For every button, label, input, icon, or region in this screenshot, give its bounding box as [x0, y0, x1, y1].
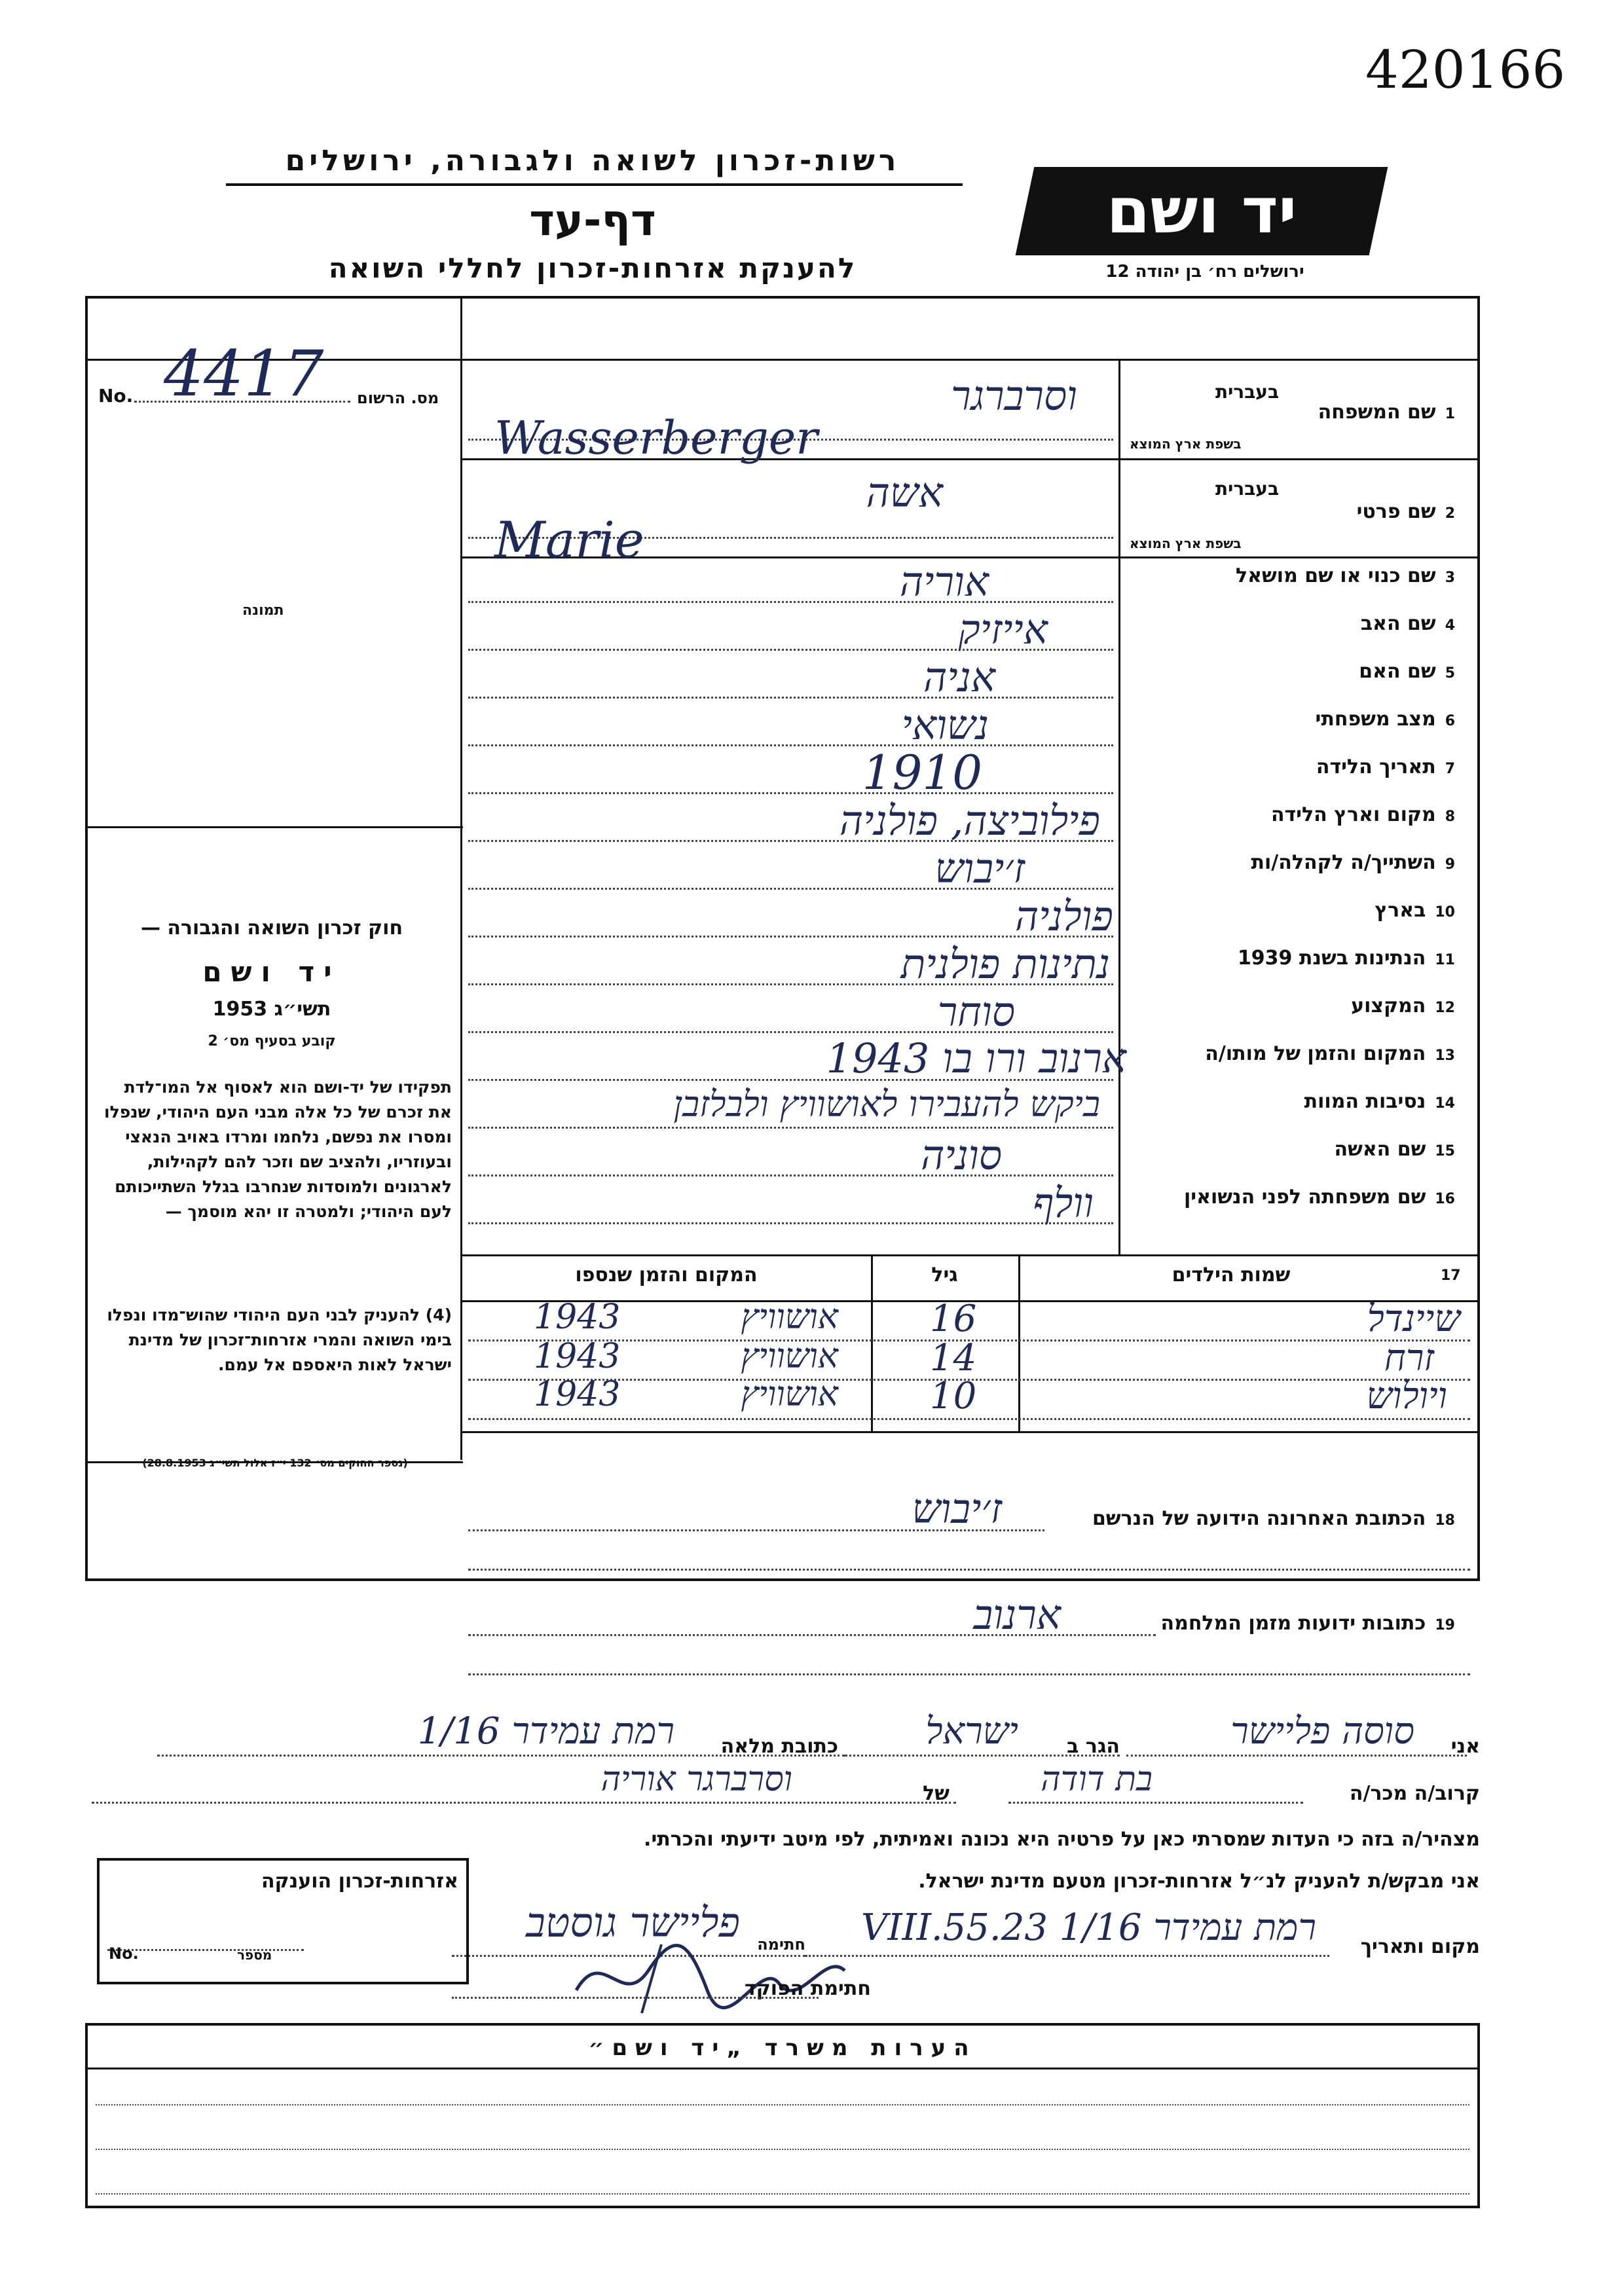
law-name: יד ושם	[202, 956, 341, 988]
field-15-value: סוניה	[921, 1131, 1002, 1179]
child-2-year: 1943	[534, 1337, 621, 1376]
field-3-label: 3שם כנוי או שם מושאל	[1236, 564, 1455, 587]
field-2-value-origin: Marie	[494, 511, 644, 569]
photo-label: תמונה	[242, 602, 284, 619]
children-header-age: גיל	[931, 1264, 958, 1286]
field-12-value: סוחר	[937, 988, 1015, 1036]
field-1-value-origin: Wasserberger	[494, 411, 818, 465]
decl-statement-2: אני מבקש/ת להעניק לנ״ל אזרחות-זכרון מטעם מדינת ישראל.	[918, 1870, 1480, 1893]
field-17-num: 17	[1441, 1267, 1461, 1284]
field-8-label: 8מקום וארץ הלידה	[1270, 803, 1455, 826]
child-3-name: ויולוש	[1366, 1375, 1447, 1417]
field-19-value: ארנוב	[973, 1591, 1061, 1639]
field-15-label: 15שם האשה	[1334, 1138, 1455, 1161]
law-title: חוק זכרון השואה והגבורה —	[140, 917, 403, 939]
children-header-place: המקום והזמן שנספו	[575, 1264, 758, 1286]
child-1-place: אושוויץ	[741, 1298, 838, 1337]
decl-name: סוסה פליישר	[1230, 1710, 1414, 1753]
law-item-4: (4) להעניק לבני העם היהודי שהוש־מדו ונפלו בימי השואה והמרי אזרחות־זכרון של מדינת ישראל לאות היאספם אל עמם.	[107, 1305, 452, 1374]
registration-he-label: מס. הרשום	[357, 389, 439, 407]
field-2-label: 2שם פרטי	[1356, 500, 1455, 523]
archive-number: 420166	[1365, 39, 1566, 100]
field-13-label: 13המקום והזמן של מותו/ה	[1205, 1042, 1455, 1065]
law-reference: (נספר החוקים מס׳ 132 י״ז אלול תשי״ג 28.8.1953)	[142, 1457, 408, 1469]
child-2-name: זרח	[1384, 1337, 1434, 1379]
field-14-value: ביקש להעבירו לאושוויץ ולבלזבן	[673, 1084, 1100, 1125]
decl-place-date-label: מקום ותאריך	[1360, 1935, 1480, 1958]
field-2-sub-hebrew: בעברית	[1215, 478, 1280, 500]
field-8-value: פילוביצה, פולניה	[839, 797, 1100, 845]
field-10-label: 10בארץ	[1375, 899, 1455, 922]
child-1-year: 1943	[534, 1298, 621, 1337]
field-7-value: 1910	[862, 745, 982, 800]
yad-vashem-logo	[1016, 167, 1388, 255]
decl-of-label: של	[923, 1782, 950, 1805]
registration-en-label: No.	[98, 385, 134, 407]
decl-of-value: וסרברגר אוריה	[600, 1760, 792, 1799]
field-1-label: 1שם המשפחה	[1318, 401, 1455, 424]
law-clause-ref: קובע בסעיף מס׳ 2	[208, 1033, 336, 1049]
official-signature-label: חתימת הפוקד	[745, 1977, 871, 2000]
citizenship-box	[97, 1858, 469, 1984]
logo-address: ירושלים רח׳ בן יהודה 12	[1105, 262, 1304, 282]
field-16-label: 16שם משפחתה לפני הנשואין	[1183, 1186, 1455, 1209]
field-2-value-hebrew: אשה	[866, 469, 943, 517]
field-9-label: 9השתייך/ה לקהלה/ות	[1251, 851, 1455, 874]
field-13-value: ארנוב ורו בו 1943	[826, 1034, 1126, 1082]
decl-resides-label: הגר ב	[1067, 1735, 1120, 1758]
citizenship-box-no: No.	[109, 1944, 139, 1963]
field-9-value: ז׳יבוש	[934, 845, 1025, 892]
field-19-label: 19כתובות ידועות מזמן המלחמה	[1160, 1612, 1455, 1635]
child-3-age: 10	[930, 1375, 977, 1417]
child-2-place: אושוויץ	[741, 1337, 838, 1376]
field-3-value: אוריה	[899, 558, 989, 606]
child-1-name: שיינדל	[1367, 1298, 1460, 1340]
child-3-place: אושוויץ	[741, 1375, 838, 1414]
office-notes-title: הערות משרד „יד ושם״	[588, 2035, 977, 2061]
field-1-sub-origin: בשפת ארץ המוצא	[1130, 436, 1242, 452]
field-1-sub-hebrew: בעברית	[1215, 381, 1280, 403]
child-2-age: 14	[930, 1337, 977, 1379]
field-18-label: 18הכתובת האחרונה הידועה של הנרשם	[1092, 1507, 1455, 1530]
law-year: תשי״ג 1953	[212, 998, 331, 1021]
field-1-value-hebrew: וסרברגר	[951, 372, 1077, 420]
field-12-label: 12המקצוע	[1351, 994, 1455, 1017]
decl-signature-label: חתימה	[757, 1935, 805, 1954]
field-4-label: 4שם האב	[1360, 612, 1455, 635]
field-5-value: אניה	[923, 653, 995, 701]
decl-relation-label: קרוב/ה מכר/ה	[1349, 1782, 1480, 1805]
law-text: תפקידו של יד-ושם הוא לאסוף אל המו־לדת את זכרם של כל אלה מבני העם היהודי, שנפלו ומסרו את נפשם, נלחמו ומרדו באויב הנאצי ובעוזריו, ולהציב שם וזכר להם לקהילות, לארגונים ולמוסדות שנחרבו בגלל השתייכותם לעם היהודי; ולמטרה זו יהא מוסמך —	[104, 1078, 452, 1221]
field-10-value: פולניה	[1014, 892, 1113, 940]
official-signature-scrawl	[563, 1931, 851, 2016]
field-18-value: ז׳יבוש	[912, 1485, 1002, 1533]
decl-address-value: רמת עמידר 1/16	[417, 1710, 674, 1753]
logo-text: יד ושם	[1106, 174, 1297, 247]
field-16-value: וולף	[1033, 1179, 1094, 1227]
children-header-names: שמות הילדים	[1172, 1264, 1291, 1286]
field-6-value: נשואי	[901, 701, 989, 749]
field-2-sub-origin: בשפת ארץ המוצא	[1130, 536, 1242, 551]
form-subtitle: להענקת אזרחות-זכרון לחללי השואה	[328, 252, 857, 284]
institution-name: רשות-זכרון לשואה ולגבורה, ירושלים	[285, 144, 900, 177]
form-title: דף-עד	[529, 195, 656, 246]
decl-place-date-value: רמת עמידר 1/16 23.VIII.55	[861, 1906, 1316, 1949]
decl-relation-value: בת דודה	[1041, 1760, 1153, 1799]
field-14-label: 14נסיבות המוות	[1304, 1090, 1455, 1113]
decl-prefix: אני	[1450, 1735, 1480, 1758]
field-4-value: אייזיק	[958, 606, 1048, 653]
field-6-label: 6מצב משפחתי	[1315, 708, 1455, 731]
registration-number: 4417	[164, 337, 324, 410]
decl-resides-value: ישראל	[925, 1710, 1018, 1753]
field-11-value: נתינות פולנית	[900, 940, 1110, 988]
child-3-year: 1943	[534, 1375, 621, 1414]
office-notes-box	[85, 2023, 1480, 2208]
field-11-label: 11הנתינות בשנת 1939	[1237, 947, 1455, 970]
field-7-label: 7תאריך הלידה	[1316, 756, 1455, 778]
field-5-label: 5שם האם	[1359, 660, 1455, 683]
decl-statement-1: מצהיר/ה בזה כי העדות שמסרתי כאן על פרטיה היא נכונה ואמיתית, לפי מיטב ידיעתי והכרתי.	[644, 1828, 1480, 1851]
citizenship-box-number-label: מספר	[237, 1947, 272, 1963]
citizenship-box-title: אזרחות-זכרון הוענקה	[261, 1870, 458, 1893]
decl-signature: פליישר גוסטב	[526, 1899, 740, 1946]
child-1-age: 16	[930, 1298, 977, 1340]
decl-address-label: כתובת מלאה	[720, 1735, 838, 1758]
